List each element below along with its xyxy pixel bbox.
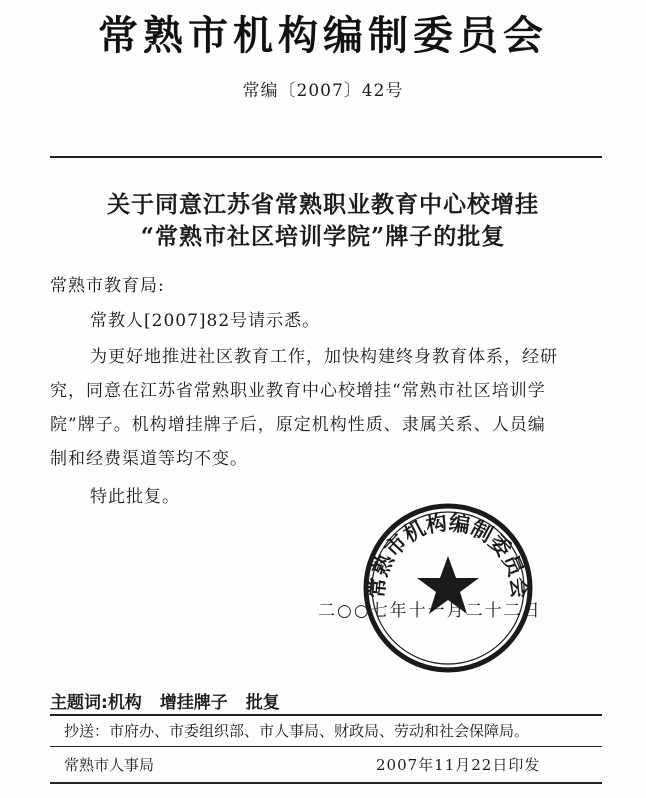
document-title-line-2: “常熟市社区培训学院”牌子的批复 (140, 223, 506, 250)
issuing-organization-header: 常熟市机构编制委员会 (98, 12, 548, 59)
footer-divider (50, 714, 602, 716)
seal-text: 常熟市机构编制委员会 (364, 510, 532, 600)
cc-distribution-list: 抄送：市府办、市委组织部、市人事局、财政局、劳动和社会保障局。 (64, 722, 530, 740)
keywords-label: 主题词: (50, 693, 108, 713)
keyword: 机构 (107, 693, 142, 713)
body-paragraph-line: 究，同意在江苏省常熟职业教育中心校增挂“常熟市社区培训学 (50, 381, 546, 401)
subject-keywords (50, 688, 280, 713)
footer-divider (50, 746, 602, 747)
body-paragraph-line: 院”牌子。机构增挂牌子后，原定机构性质、隶属关系、人员编 (50, 415, 546, 435)
closing-line: 特此批复。 (90, 487, 180, 507)
body-paragraph-line: 为更好地推进社区教育工作，加快构建终身教育体系，经研 (90, 347, 558, 367)
printing-issuer: 常熟市人事局 (64, 756, 155, 774)
print-date: 2007年11月22日印发 (376, 756, 541, 774)
keyword: 批复 (245, 693, 280, 713)
keyword: 增挂牌子 (159, 693, 228, 713)
document-title-line-1: 关于同意江苏省常熟职业教育中心校增挂 (107, 191, 539, 218)
addressee: 常熟市教育局: (50, 276, 165, 296)
reference-line: 常教人[2007]82号请示悉。 (90, 311, 321, 331)
seal-star-icon (417, 556, 479, 614)
body-paragraph-line: 制和经费渠道等均不变。 (50, 449, 248, 469)
document-number: 常编〔2007〕42号 (242, 81, 404, 101)
signature-date: 二○○七年十一月二十二日 (318, 601, 542, 621)
footer-divider (50, 782, 602, 784)
official-seal-stamp (358, 498, 538, 678)
header-divider (50, 156, 602, 158)
